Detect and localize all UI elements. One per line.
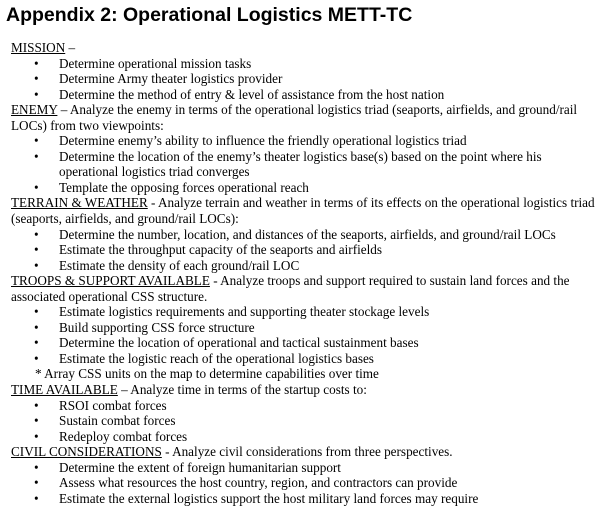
bullet-text: Determine the location of the enemy’s theater logistics base(s) based on the point where his operational logistics triad converges [59,148,542,180]
bullet-list [11,398,597,445]
document-body [11,40,597,506]
bullet-icon: • [34,459,39,475]
bullet-icon: • [34,428,39,444]
bullet-icon: • [34,55,39,71]
bullet-item [11,304,597,320]
bullet-icon: • [34,319,39,335]
section-intro: - Analyze troops and support required to sustain land forces and the associated operational CSS structure. [11,273,570,304]
bullet-text: Determine the method of entry & level of assistance from the host nation [59,86,445,102]
section-heading: ENEMY [11,102,58,118]
bullet-list [11,56,597,103]
section-enemy [11,102,597,195]
bullet-item [11,429,597,445]
section-time-available [11,382,597,444]
section-heading-line [11,382,597,398]
bullet-icon: • [34,133,39,149]
section-intro: - Analyze terrain and weather in terms of its effects on the operational logistics triad (seaports, airfields, and ground/rail LOCs): [11,195,595,227]
page-title: Appendix 2: Operational Logistics METT-TC [6,4,413,26]
bullet-text: Determine operational mission tasks [59,55,252,71]
bullet-item [11,258,597,274]
bullet-item [11,320,597,336]
bullet-item [11,398,597,414]
section-civil-considerations [11,444,597,506]
bullet-text: Estimate the logistic reach of the operational logistics bases [59,350,374,366]
bullet-text: Determine enemy’s ability to influence the friendly operational logistics triad [59,133,467,149]
section-heading-line [11,40,597,56]
bullet-item [11,413,597,429]
bullet-item [11,491,597,507]
bullet-text: Estimate the external logistics support the host military land forces may require [59,490,479,506]
bullet-item [11,227,597,243]
bullet-icon: • [34,226,39,242]
bullet-text: RSOI combat forces [59,397,167,413]
section-intro: – Analyze time in terms of the startup costs to: [117,382,367,398]
bullet-item [11,56,597,72]
bullet-text: Estimate the throughput capacity of the seaports and airfields [59,242,382,258]
bullet-list [11,227,597,274]
bullet-text: Assess what resources the host country, region, and contractors can provide [59,475,458,491]
bullet-icon: • [34,71,39,87]
section-heading: CIVIL CONSIDERATIONS [11,444,162,460]
section-intro: - Analyze civil considerations from three perspectives. [161,444,453,460]
bullet-text: Estimate logistics requirements and supporting theater stockage levels [59,304,430,320]
bullet-item [11,87,597,103]
bullet-icon: • [34,148,39,164]
bullet-icon: • [34,350,39,366]
section-heading-line [11,444,597,460]
section-heading: TERRAIN & WEATHER [11,195,148,211]
bullet-item [11,180,597,196]
section-heading: MISSION [11,40,66,55]
bullet-icon: • [34,179,39,195]
bullet-item [11,133,597,149]
bullet-list [11,133,597,195]
bullet-icon: • [34,475,39,491]
bullet-icon: • [34,335,39,351]
section-intro: – Analyze the enemy in terms of the operational logistics triad (seaports, airfields, and ground/rail LOCs) from two viewpoints: [11,102,578,133]
bullet-text: Determine the extent of foreign humanitarian support [59,459,341,475]
bullet-item [11,460,597,476]
bullet-icon: • [34,257,39,273]
bullet-text: Sustain combat forces [59,413,176,429]
bullet-text: Build supporting CSS force structure [59,319,255,335]
bullet-item [11,149,597,180]
bullet-item [11,71,597,87]
section-heading-line [11,273,597,304]
bullet-text: Redeploy combat forces [59,428,188,444]
section-heading-line [11,102,597,133]
section-heading: TROOPS & SUPPORT AVAILABLE [11,273,210,289]
bullet-item [11,242,597,258]
bullet-icon: • [34,304,39,320]
bullet-list [11,304,597,366]
bullet-icon: • [34,86,39,102]
section-troops-support [11,273,597,382]
section-note: * Array CSS units on the map to determine capabilities over time [35,366,379,382]
bullet-icon: • [34,397,39,413]
bullet-icon: • [34,242,39,258]
bullet-icon: • [34,413,39,429]
bullet-list [11,460,597,507]
section-terrain-weather [11,195,597,273]
bullet-text: Estimate the density of each ground/rail LOC [59,257,300,273]
section-heading-line [11,195,597,226]
section-heading: TIME AVAILABLE [11,382,118,398]
bullet-item [11,475,597,491]
bullet-text: Determine Army theater logistics provider [59,71,283,87]
bullet-icon: • [34,490,39,506]
section-intro: – [65,40,76,55]
bullet-text: Determine the number, location, and distances of the seaports, airfields, and ground/rail LOCs [59,226,556,242]
bullet-item [11,335,597,351]
bullet-text: Determine the location of operational and tactical sustainment bases [59,335,419,351]
bullet-text: Template the opposing forces operational reach [59,179,309,195]
section-mission [11,40,597,102]
bullet-item [11,351,597,367]
